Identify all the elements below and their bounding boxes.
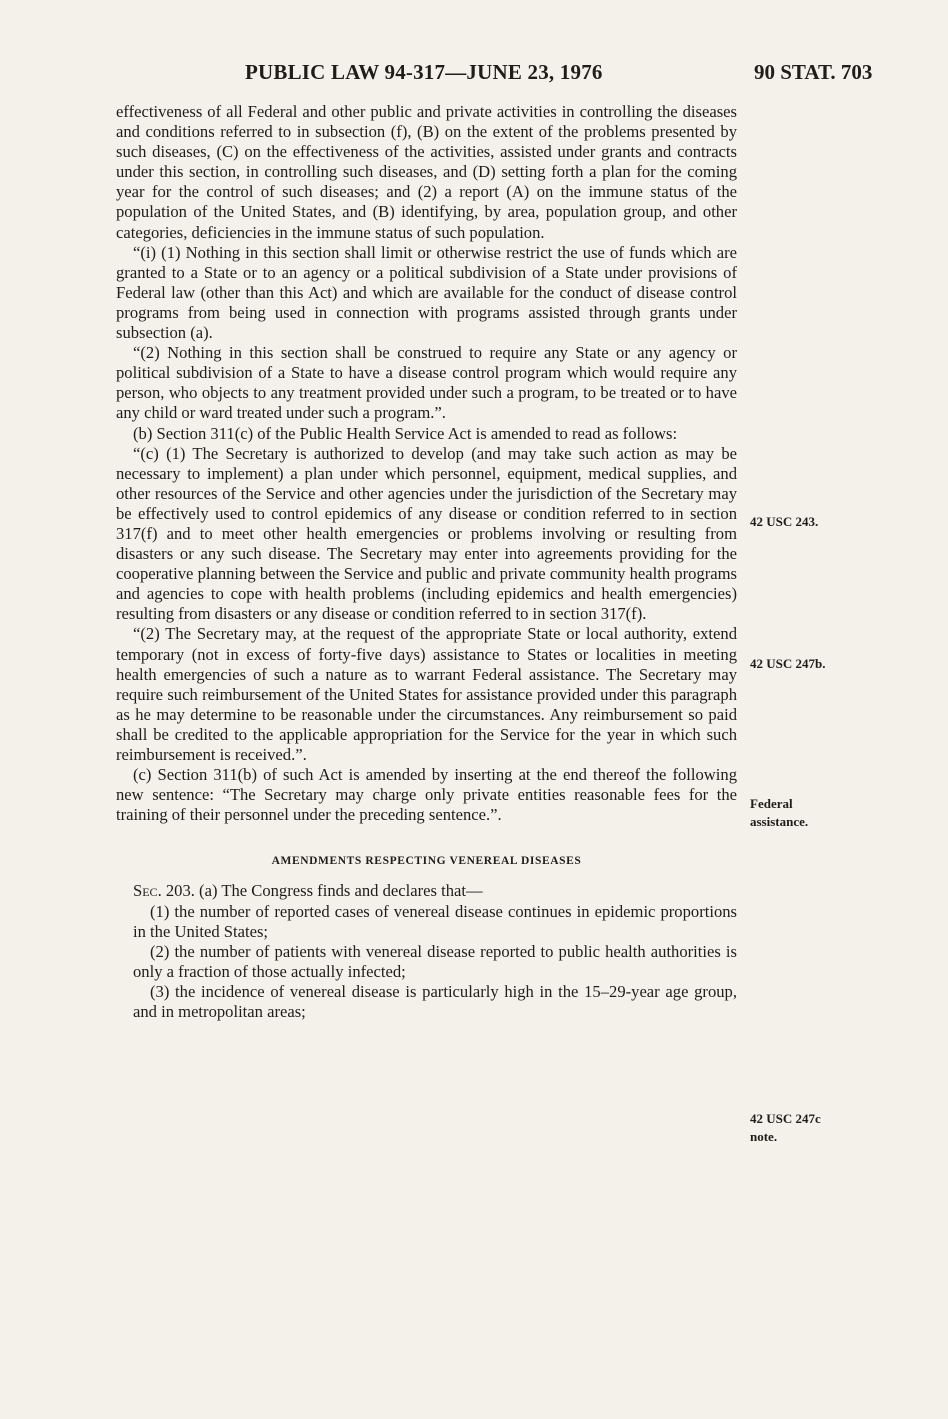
margin-note-42-usc-243: 42 USC 243.: [750, 514, 819, 529]
paragraph-subsection-i-1: “(i) (1) Nothing in this section shall limit or otherwise restrict the use of funds which are granted to a State or to an agency or a political subdivision of a State under provisions of Federal law (other than this Act) and which are available for the conduct of disease control programs from being used in connection with programs assisted through grants under subsection (a).: [116, 242, 737, 343]
section-heading: AMENDMENTS RESPECTING VENEREAL DISEASES: [271, 855, 582, 868]
sec-label: Sec.: [133, 881, 162, 901]
margin-note-federal: Federal: [750, 796, 793, 811]
page-header-title: PUBLIC LAW 94-317—JUNE 23, 1976: [245, 60, 603, 84]
margin-note-42-usc-247c: 42 USC 247c: [750, 1111, 821, 1126]
margin-note-42-usc-247b: 42 USC 247b.: [750, 656, 826, 671]
paragraph-subsection-i-2: “(2) Nothing in this section shall be construed to require any State or any agency or political subdivision of a State to have a disease control program which would require any person, who objects to any treatment provided under such a program, to be treated or to have any child or ward treated under such a program.”.: [116, 343, 737, 423]
paragraph-subsection-c-2: “(2) The Secretary may, at the request of the appropriate State or local authority, extend temporary (not in excess of forty-five days) assistance to States or localities in meeting health emergencies of such a nature as to warrant Federal assistance. The Secretary may require such reimbursement of the United States for assistance provided under this paragraph as he may determine to be reasonable under the circumstances. Any reimbursement so paid shall be credited to the applicable appropriation for the Service for the year in which such reimbursement is received.”.: [116, 624, 737, 764]
list-item-1: (1) the number of reported cases of venereal disease continues in epidemic proportions in the United States;: [133, 901, 737, 941]
page-header-stat: 90 STAT. 703: [754, 60, 873, 84]
paragraph-section-b: (b) Section 311(c) of the Public Health Service Act is amended to read as follows:: [133, 423, 678, 443]
body-text: [116, 102, 737, 1022]
paragraph-section-c: (c) Section 311(b) of such Act is amended by inserting at the end thereof the following new sentence: “The Secretary may charge only private entities reasonable fees for the training of their personnel under the preceding sentence.”.: [116, 765, 737, 825]
paragraph-sec-203: [116, 881, 737, 901]
sec-203-text: 203. (a) The Congress finds and declares that—: [161, 881, 483, 901]
margin-note-note: note.: [750, 1129, 778, 1144]
list-item-2: (2) the number of patients with venereal disease reported to public health authorities is only a fraction of those actually infected;: [133, 941, 737, 981]
paragraph-subsection-c-1: “(c) (1) The Secretary is authorized to develop (and may take such action as may be necessary to implement) a plan under which personnel, equipment, medical supplies, and other resources of the Service and other agencies under the jurisdiction of the Secretary may be effectively used to control epidemics of any disease or condition referred to in section 317(f) and to meet other health emergencies or problems involving or resulting from disasters or any such disease. The Secretary may enter into agreements providing for the cooperative planning between the Service and public and private community health programs and agencies to cope with health problems (including epidemics and health emergencies) resulting from disasters or any disease or condition referred to in section 317(f).: [116, 443, 737, 624]
margin-note-assistance: assistance.: [750, 814, 809, 829]
paragraph-effectiveness: effectiveness of all Federal and other public and private activities in controlling the diseases and conditions referred to in subsection (f), (B) on the extent of the problems presented by such diseases, (C) on the effectiveness of the activities, assisted under grants and contracts under this section, in controlling such diseases, and (D) setting forth a plan for the coming year for the control of such diseases; and (2) a report (A) on the immune status of the population of the United States, and (B) identifying, by area, population group, and other categories, deficiencies in the immune status of such population.: [116, 102, 737, 242]
list-item-3: (3) the incidence of venereal disease is particularly high in the 15–29-year age group, and in metropolitan areas;: [133, 981, 737, 1022]
